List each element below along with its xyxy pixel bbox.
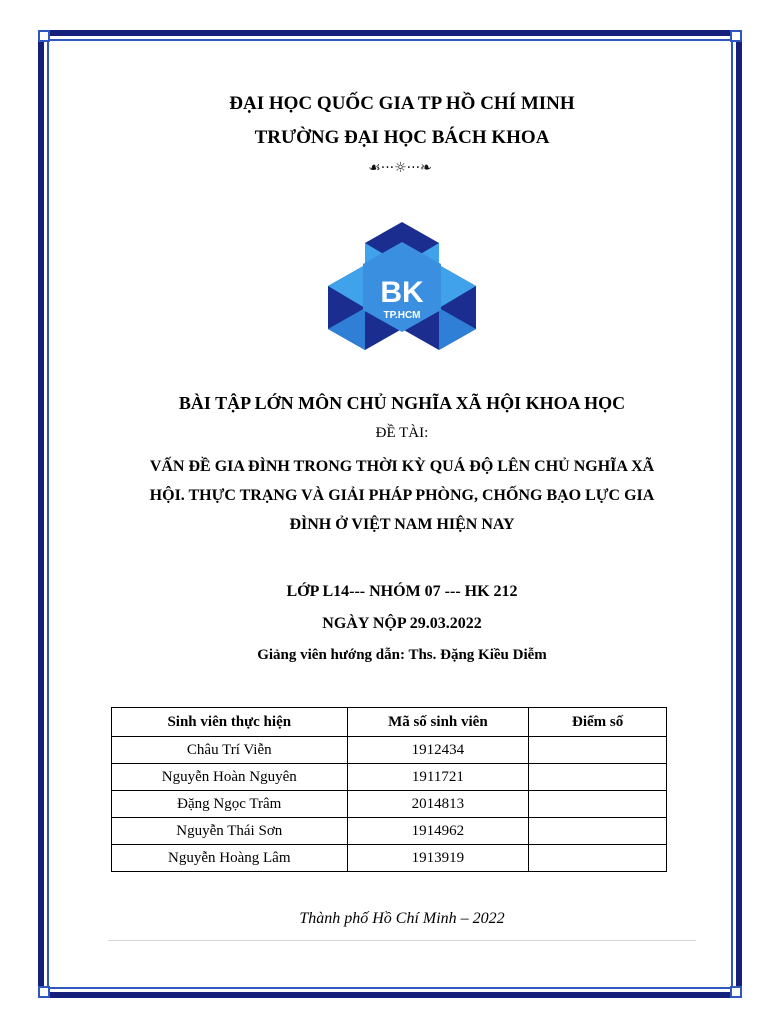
border-corner-bottom-left: [38, 986, 50, 998]
border-corner-top-left: [38, 30, 50, 42]
due-date: NGÀY NỘP 29.03.2022: [322, 615, 482, 632]
logo-text-sub: TP.HCM: [383, 310, 421, 321]
student-name: Châu Trí Viễn: [112, 737, 348, 764]
student-score: [529, 818, 667, 845]
university-name: ĐẠI HỌC QUỐC GIA TP HỒ CHÍ MINH: [229, 93, 575, 114]
lecturer-name: Giảng viên hướng dẫn: Ths. Đặng Kiều Diễm: [257, 647, 547, 663]
place-and-year: Thành phố Hồ Chí Minh – 2022: [299, 910, 505, 927]
topic-label: ĐỀ TÀI:: [375, 425, 429, 441]
table-row: [112, 845, 667, 872]
table-row: [112, 737, 667, 764]
header-student-name: Sinh viên thực hiện: [112, 708, 348, 737]
student-score: [529, 737, 667, 764]
student-name: Nguyễn Hoàn Nguyên: [112, 764, 348, 791]
header-student-id: Mã số sinh viên: [347, 708, 529, 737]
student-id: 1913919: [347, 845, 529, 872]
ornament-divider: ☙···☼···❧: [368, 160, 432, 176]
student-id: 1914962: [347, 818, 529, 845]
topic-line-1: VẤN ĐỀ GIA ĐÌNH TRONG THỜI KỲ QUÁ ĐỘ LÊN CHỦ NGHĨA XÃ: [149, 458, 655, 475]
student-name: Nguyễn Hoàng Lâm: [112, 845, 348, 872]
border-corner-bottom-right: [730, 986, 742, 998]
logo-text-main: BK: [380, 276, 424, 309]
student-id: 2014813: [347, 791, 529, 818]
student-id: 1911721: [347, 764, 529, 791]
student-score: [529, 791, 667, 818]
student-name: Nguyễn Thái Sơn: [112, 818, 348, 845]
footer-divider: [108, 940, 696, 941]
header-score: Điểm số: [529, 708, 667, 737]
topic-line-2: HỘI. THỰC TRẠNG VÀ GIẢI PHÁP PHÒNG, CHỐNG BẠO LỰC GIA: [149, 487, 655, 504]
student-name: Đặng Ngọc Trâm: [112, 791, 348, 818]
border-corner-top-right: [730, 30, 742, 42]
table-row: [112, 764, 667, 791]
table-row: [112, 791, 667, 818]
table-header-row: [112, 708, 667, 737]
course-title: BÀI TẬP LỚN MÔN CHỦ NGHĨA XÃ HỘI KHOA HỌC: [178, 393, 626, 413]
bk-logo: [328, 222, 476, 350]
topic-line-3: ĐÌNH Ở VIỆT NAM HIỆN NAY: [289, 516, 515, 533]
student-score: [529, 764, 667, 791]
members-table: [111, 707, 667, 872]
table-row: [112, 818, 667, 845]
student-id: 1912434: [347, 737, 529, 764]
school-name: TRƯỜNG ĐẠI HỌC BÁCH KHOA: [254, 127, 550, 148]
class-group-info: LỚP L14--- NHÓM 07 --- HK 212: [286, 583, 518, 600]
student-score: [529, 845, 667, 872]
